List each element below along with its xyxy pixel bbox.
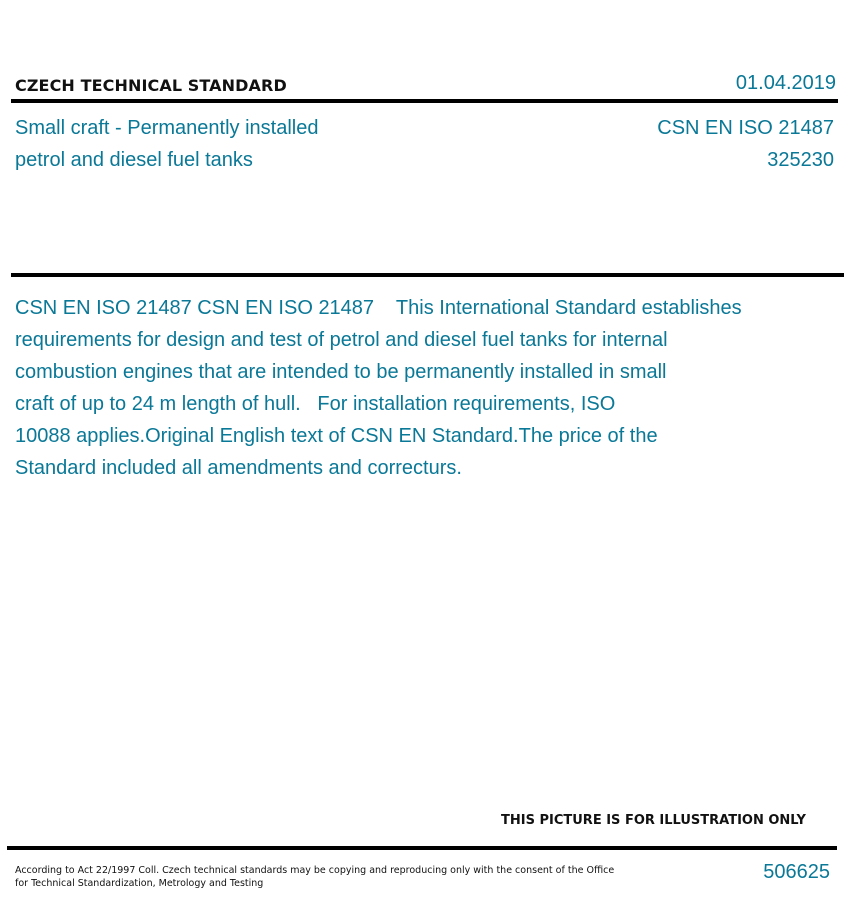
title-divider (11, 273, 844, 277)
standard-title-line-2: petrol and diesel fuel tanks (15, 149, 253, 171)
illustration-notice: THIS PICTURE IS FOR ILLUSTRATION ONLY (501, 813, 806, 828)
standard-abstract: CSN EN ISO 21487 CSN EN ISO 21487 This International Standard establishes requirements for design and test of petrol and diesel fuel tanks for internal combustion engines that are intended to be permanently installed in small craft of up to 24 m length of hull. For installation requirements, ISO 10088 applies.Original English text of CSN EN Standard.The price of the Standard included all amendments and correcturs. (15, 297, 742, 479)
publication-date: 01.04.2019 (735, 72, 836, 94)
footer-divider (7, 846, 837, 850)
catalog-number: 506625 (763, 861, 830, 883)
legal-notice: According to Act 22/1997 Coll. Czech technical standards may be copying and reproducing only with the consent of the Office for Technical Standardization, Metrology and Testing (15, 865, 615, 889)
standard-code: CSN EN ISO 21487 (657, 117, 834, 139)
header-divider (11, 99, 838, 103)
document-type-label: CZECH TECHNICAL STANDARD (15, 76, 287, 95)
standard-title-line-1: Small craft - Permanently installed (15, 117, 319, 139)
classification-number: 325230 (767, 149, 834, 171)
